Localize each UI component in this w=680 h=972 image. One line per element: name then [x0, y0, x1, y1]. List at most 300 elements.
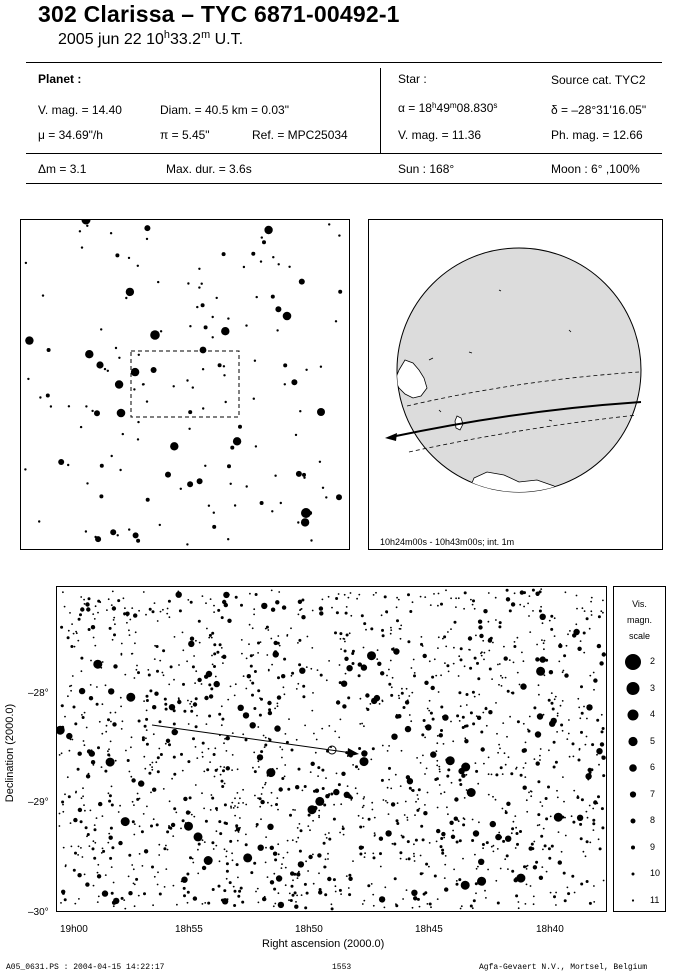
star [75, 791, 77, 793]
star [489, 638, 491, 640]
star [482, 640, 484, 642]
star [259, 714, 262, 717]
star [97, 872, 99, 874]
star [216, 297, 218, 299]
star [428, 866, 430, 868]
star [602, 652, 606, 656]
star [78, 846, 80, 848]
star [248, 643, 250, 645]
star [488, 794, 490, 796]
star [514, 815, 516, 817]
star [556, 790, 558, 792]
star [572, 742, 575, 745]
star [597, 644, 601, 648]
star [145, 718, 148, 721]
star [362, 806, 364, 808]
star [254, 795, 256, 797]
star [460, 705, 462, 707]
star [312, 854, 314, 856]
star [548, 857, 551, 860]
star [585, 855, 587, 857]
star [477, 866, 479, 868]
star [75, 631, 77, 633]
star [323, 804, 326, 807]
header-divider [380, 68, 381, 154]
star [492, 796, 494, 798]
star [82, 787, 84, 789]
star [434, 778, 437, 781]
star [388, 683, 391, 686]
star [396, 822, 399, 825]
star [274, 858, 277, 861]
star [417, 898, 420, 901]
star [302, 685, 305, 688]
star [488, 773, 490, 775]
star [186, 379, 188, 381]
star [121, 817, 130, 826]
star [577, 815, 583, 821]
star [501, 685, 503, 687]
star [124, 908, 126, 910]
star [203, 771, 205, 773]
star [466, 774, 468, 776]
star [422, 838, 425, 841]
star [541, 639, 543, 641]
star [335, 885, 337, 887]
earth-disc [397, 248, 641, 492]
star [440, 674, 442, 676]
star [395, 904, 398, 907]
star [558, 831, 560, 833]
star [493, 845, 495, 847]
star [516, 874, 525, 883]
star [182, 683, 185, 686]
star [338, 783, 341, 786]
star [460, 647, 463, 650]
star [266, 626, 269, 629]
star [391, 734, 397, 740]
star [93, 885, 95, 887]
star [384, 595, 387, 598]
star [216, 651, 219, 654]
star [504, 858, 506, 860]
scale-label-5: 5 [650, 735, 656, 746]
star [25, 336, 33, 344]
star [308, 855, 312, 859]
star [131, 368, 139, 376]
star [383, 799, 385, 801]
y-axis-label: Declination (2000.0) [4, 703, 16, 803]
star [224, 848, 226, 850]
star [325, 496, 327, 498]
star [552, 708, 555, 711]
star [480, 652, 482, 654]
star [460, 908, 462, 910]
star [145, 614, 147, 616]
star [317, 853, 321, 857]
magnitude-scale-dots [614, 587, 665, 911]
star [593, 689, 595, 691]
star [187, 282, 189, 284]
star [182, 649, 184, 651]
star [307, 825, 309, 827]
star [144, 768, 146, 770]
star [485, 707, 487, 709]
star [464, 739, 468, 743]
x-tick-18h40: 18h40 [536, 924, 564, 935]
star [298, 663, 301, 666]
star [266, 654, 268, 656]
star [127, 759, 130, 762]
star [409, 610, 412, 613]
star [580, 883, 583, 886]
star [401, 750, 403, 752]
star [502, 722, 504, 724]
star [579, 748, 581, 750]
star [358, 815, 360, 817]
star [91, 760, 95, 764]
star [441, 852, 444, 855]
star [590, 768, 593, 771]
star [533, 841, 535, 843]
star [94, 828, 97, 831]
star [379, 703, 381, 705]
star [109, 836, 113, 840]
star [555, 696, 557, 698]
star [543, 828, 545, 830]
star [318, 815, 320, 817]
star [138, 720, 141, 723]
star [281, 757, 283, 759]
star [442, 716, 444, 718]
star [484, 890, 486, 892]
star [70, 690, 72, 692]
star [73, 706, 76, 709]
star [540, 606, 542, 608]
star [406, 688, 408, 690]
star [407, 640, 410, 643]
star [532, 610, 534, 612]
star [533, 706, 536, 709]
star [183, 887, 186, 890]
star [510, 772, 513, 775]
star [400, 638, 402, 640]
star [153, 733, 155, 735]
star [346, 606, 348, 608]
star [573, 756, 575, 758]
star [162, 609, 164, 611]
star [299, 410, 301, 412]
star [485, 897, 487, 899]
star [436, 765, 438, 767]
star [596, 719, 599, 722]
star [265, 862, 267, 864]
star [364, 856, 366, 858]
star [202, 368, 204, 370]
star [440, 837, 443, 840]
star [275, 600, 279, 604]
star [325, 834, 327, 836]
star [315, 789, 319, 793]
star [427, 903, 429, 905]
star [291, 749, 294, 752]
star [451, 782, 453, 784]
star [253, 862, 256, 865]
star [328, 596, 330, 598]
star [503, 646, 505, 648]
star [232, 732, 234, 734]
star [232, 859, 234, 861]
star [538, 671, 541, 674]
star [189, 856, 192, 859]
star [272, 256, 274, 258]
star [576, 608, 578, 610]
star [287, 840, 289, 842]
star [567, 633, 569, 635]
star [183, 797, 187, 801]
star [81, 246, 83, 248]
star [81, 670, 83, 672]
star [112, 722, 116, 726]
star [602, 727, 605, 730]
star [201, 792, 203, 794]
star [183, 710, 186, 713]
star [335, 891, 337, 893]
star [186, 543, 188, 545]
star [150, 792, 152, 794]
star [593, 672, 595, 674]
star [301, 508, 311, 518]
star [193, 702, 197, 706]
star [304, 785, 307, 788]
star [160, 753, 163, 756]
star [271, 590, 273, 592]
star [128, 876, 130, 878]
star [530, 795, 532, 797]
scale-label-6: 6 [650, 762, 656, 772]
star [524, 776, 526, 778]
star [466, 704, 468, 706]
star [472, 819, 474, 821]
star [550, 628, 553, 631]
star [50, 405, 52, 407]
star [429, 842, 431, 844]
star [363, 826, 365, 828]
star [229, 840, 232, 843]
star [498, 744, 500, 746]
star [218, 820, 221, 823]
star [424, 773, 426, 775]
star [420, 596, 422, 598]
star [299, 668, 305, 674]
star [458, 820, 460, 822]
star [210, 809, 212, 811]
star [276, 797, 278, 799]
star [459, 720, 461, 722]
planet-reference: Ref. = MPC25034 [252, 128, 348, 142]
star [405, 801, 407, 803]
star [304, 725, 306, 727]
star [184, 822, 193, 831]
star [340, 803, 342, 805]
star [502, 677, 504, 679]
star [102, 848, 104, 850]
star [495, 702, 497, 704]
star [370, 759, 372, 761]
star [355, 765, 358, 768]
star [223, 766, 225, 768]
star [163, 847, 166, 850]
star [301, 518, 309, 526]
star [444, 864, 446, 866]
star [108, 748, 110, 750]
star [296, 841, 298, 843]
star [86, 607, 90, 611]
star [516, 843, 519, 846]
star [543, 648, 545, 650]
star [195, 784, 197, 786]
star [125, 750, 127, 752]
star [363, 798, 365, 800]
star [563, 654, 566, 657]
star [328, 793, 330, 795]
star [502, 808, 504, 810]
star [101, 733, 103, 735]
star [589, 842, 591, 844]
star [495, 773, 498, 776]
star [130, 746, 132, 748]
star [528, 792, 530, 794]
star [500, 868, 502, 870]
star [170, 665, 173, 668]
star [523, 786, 527, 790]
star [267, 775, 269, 777]
planet-heading: Planet : [38, 72, 82, 86]
star [450, 597, 452, 599]
star [543, 714, 545, 716]
star [299, 823, 301, 825]
star [167, 849, 169, 851]
star [212, 316, 214, 318]
star [70, 822, 72, 824]
star [158, 748, 160, 750]
star [201, 683, 203, 685]
star [539, 824, 541, 826]
star [187, 481, 193, 487]
star [443, 837, 445, 839]
event-date: 2005 jun 22 10$^h$33.2$^m$ U.T. [58, 29, 244, 48]
star [514, 641, 516, 643]
star [440, 706, 443, 709]
star [261, 793, 263, 795]
star [426, 768, 428, 770]
star [298, 639, 301, 642]
star [158, 854, 160, 856]
star [445, 646, 447, 648]
star [265, 847, 267, 849]
star [284, 776, 286, 778]
star [548, 847, 551, 850]
star [359, 826, 362, 829]
star [384, 886, 386, 888]
star [256, 296, 258, 298]
star [422, 872, 424, 874]
star [317, 408, 325, 416]
star [117, 599, 120, 602]
star [504, 656, 508, 660]
star [577, 698, 579, 700]
star [112, 591, 114, 593]
star [384, 907, 386, 909]
star [280, 502, 282, 504]
star [253, 752, 255, 754]
star [221, 785, 224, 788]
footer-publisher: Agfa-Gevaert N.V., Mortsel, Belgium [479, 963, 648, 972]
star [128, 257, 130, 259]
star [254, 360, 256, 362]
star [464, 818, 466, 820]
star [404, 814, 406, 816]
star [188, 723, 190, 725]
star [593, 829, 595, 831]
star [555, 904, 557, 906]
star [83, 740, 85, 742]
star [196, 306, 198, 308]
star [105, 684, 107, 686]
star [475, 762, 477, 764]
star [388, 767, 391, 770]
star [456, 841, 459, 844]
star [100, 667, 102, 669]
star [235, 683, 237, 685]
star [481, 747, 485, 751]
star [254, 670, 257, 673]
star [88, 628, 91, 631]
star [422, 755, 424, 757]
star [83, 599, 85, 601]
star [561, 851, 563, 853]
star [409, 714, 411, 716]
star [544, 674, 546, 676]
star [477, 677, 480, 680]
star [379, 852, 382, 855]
star [545, 797, 548, 800]
star-source-catalog: Source cat. TYC2 [551, 73, 646, 87]
star [216, 830, 218, 832]
star [363, 805, 365, 807]
star [593, 885, 595, 887]
star [348, 887, 350, 889]
star [86, 482, 88, 484]
star [442, 638, 444, 640]
star [237, 792, 239, 794]
star [79, 230, 81, 232]
star [313, 806, 317, 810]
star [213, 665, 216, 668]
magnitude-drop: Δm = 3.1 [38, 162, 87, 176]
star [165, 472, 171, 478]
star [367, 884, 370, 887]
star [571, 815, 573, 817]
star [136, 669, 138, 671]
star [206, 671, 212, 677]
star [292, 879, 294, 881]
star [276, 726, 278, 728]
star [291, 379, 297, 385]
star [407, 593, 410, 596]
star [124, 674, 126, 676]
star [264, 226, 272, 234]
